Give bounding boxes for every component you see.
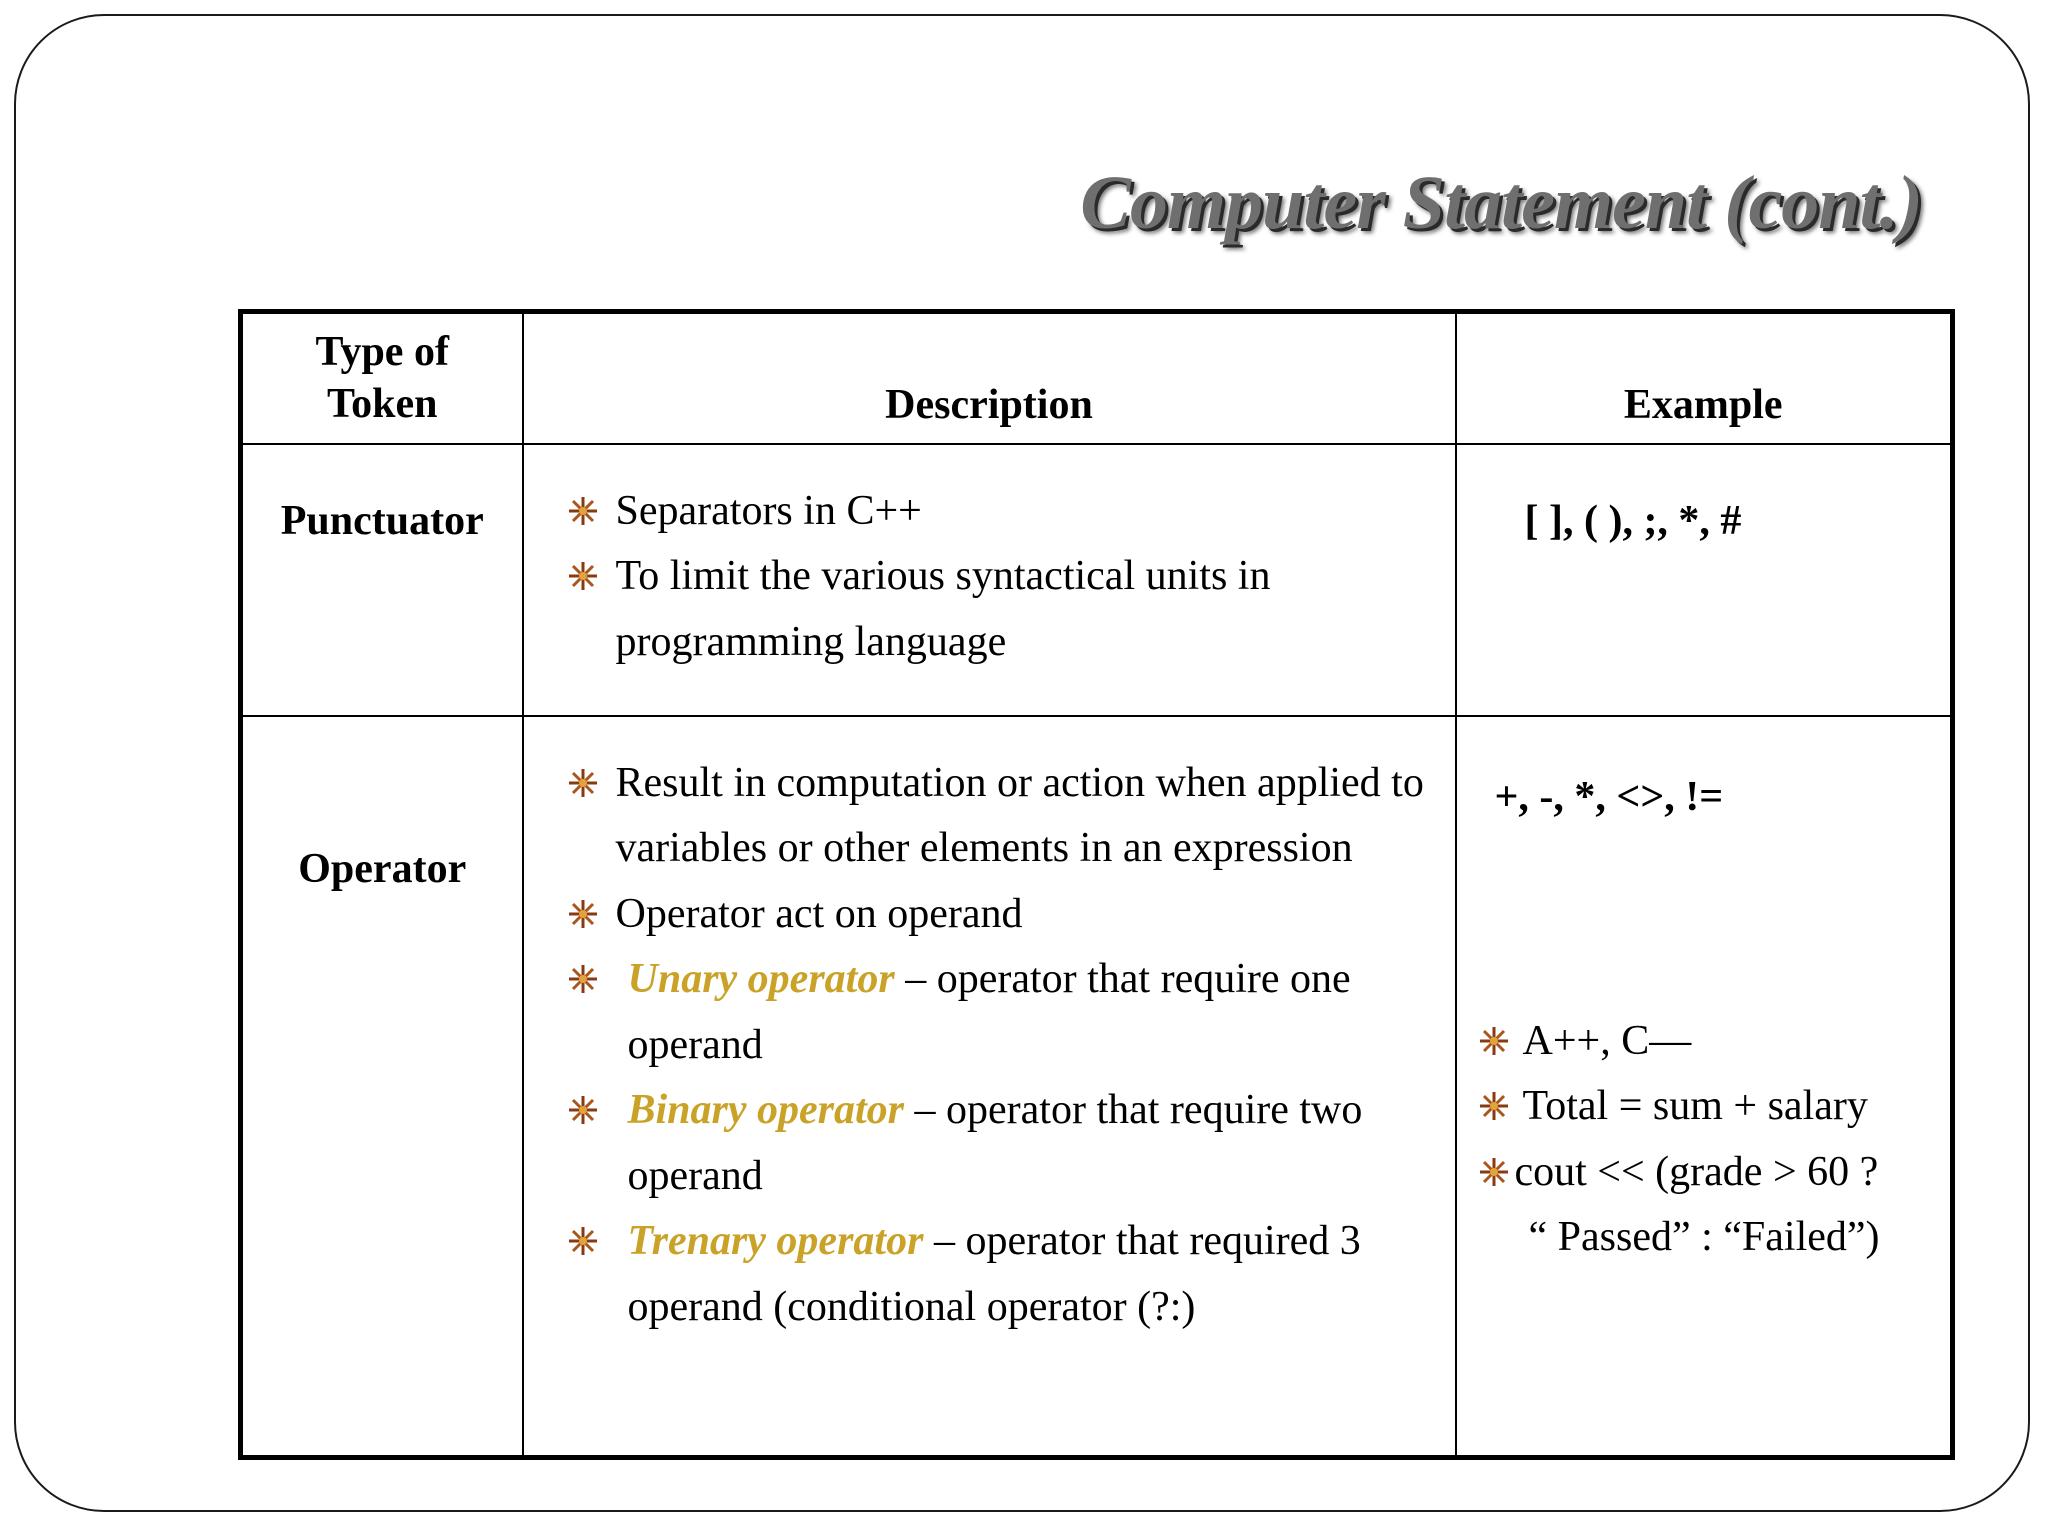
desc-text: – operator that require two operand [627, 1087, 1363, 1199]
list-item [564, 544, 1435, 675]
star-burst-icon [568, 1095, 598, 1125]
example-list [1477, 1009, 1941, 1271]
list-item [1477, 1009, 1941, 1075]
star-burst-icon [1479, 1091, 1509, 1121]
desc-cell-punctuator [523, 444, 1456, 716]
list-item [1477, 1074, 1941, 1140]
header-type-line2: Token [326, 381, 438, 428]
desc-text: Separators in C++ [615, 487, 922, 534]
star-burst-icon [568, 496, 598, 526]
example-operator-symbols: +, -, *, <>, != [1494, 773, 1724, 820]
table-header-row [241, 312, 1953, 444]
list-item [564, 947, 1435, 1078]
example-text: Total = sum + salary [1522, 1083, 1868, 1129]
star-burst-icon [568, 899, 598, 929]
list-item [564, 1078, 1435, 1209]
example-cell-punctuator [1456, 444, 1953, 716]
example-cell-operator [1456, 716, 1953, 1458]
desc-text: Operator act on operand [615, 890, 1023, 937]
header-example: Example [1456, 312, 1953, 444]
desc-cell-operator [523, 716, 1456, 1458]
list-item [564, 1209, 1435, 1340]
header-type-of-token [241, 312, 523, 444]
binary-operator-term: Binary operator [627, 1087, 905, 1133]
star-burst-icon [568, 1226, 598, 1256]
star-burst-icon [568, 768, 598, 798]
header-type-line1: Type of [315, 329, 449, 376]
star-burst-icon [568, 964, 598, 994]
type-cell-operator: Operator [241, 716, 523, 1458]
unary-operator-term: Unary operator [627, 956, 895, 1002]
example-text: cout << (grade > 60 ? [1514, 1148, 1879, 1195]
table-row-operator [241, 716, 1953, 1458]
desc-text: Result in computation or action when applied to variables or other elements in an expression [615, 759, 1424, 871]
star-burst-icon [568, 561, 598, 591]
type-cell-punctuator: Punctuator [241, 444, 523, 716]
desc-text: – operator that required 3 operand (conditional operator (?:) [627, 1218, 1361, 1330]
header-description: Description [523, 312, 1456, 444]
desc-text: To limit the various syntactical units in programming language [615, 553, 1271, 665]
example-text: A++, C— [1522, 1017, 1692, 1064]
star-burst-icon [1479, 1026, 1509, 1056]
slide-title: Computer Statement (cont.) [1080, 161, 1922, 245]
star-burst-icon [1479, 1157, 1509, 1187]
desc-text: – operator that require one operand [627, 956, 1351, 1068]
example-text: “ Passed” : “Failed”) [1528, 1214, 1880, 1260]
list-item-continuation [1477, 1205, 1941, 1271]
list-item [1477, 1140, 1941, 1206]
list-item [564, 479, 1435, 545]
example-punctuators: [ ], ( ), ;, *, # [1524, 497, 1742, 544]
token-table [238, 309, 1955, 1460]
list-item [564, 751, 1435, 882]
list-item [564, 882, 1435, 948]
trenary-operator-term: Trenary operator [627, 1218, 924, 1264]
table-row-punctuator [241, 444, 1953, 716]
